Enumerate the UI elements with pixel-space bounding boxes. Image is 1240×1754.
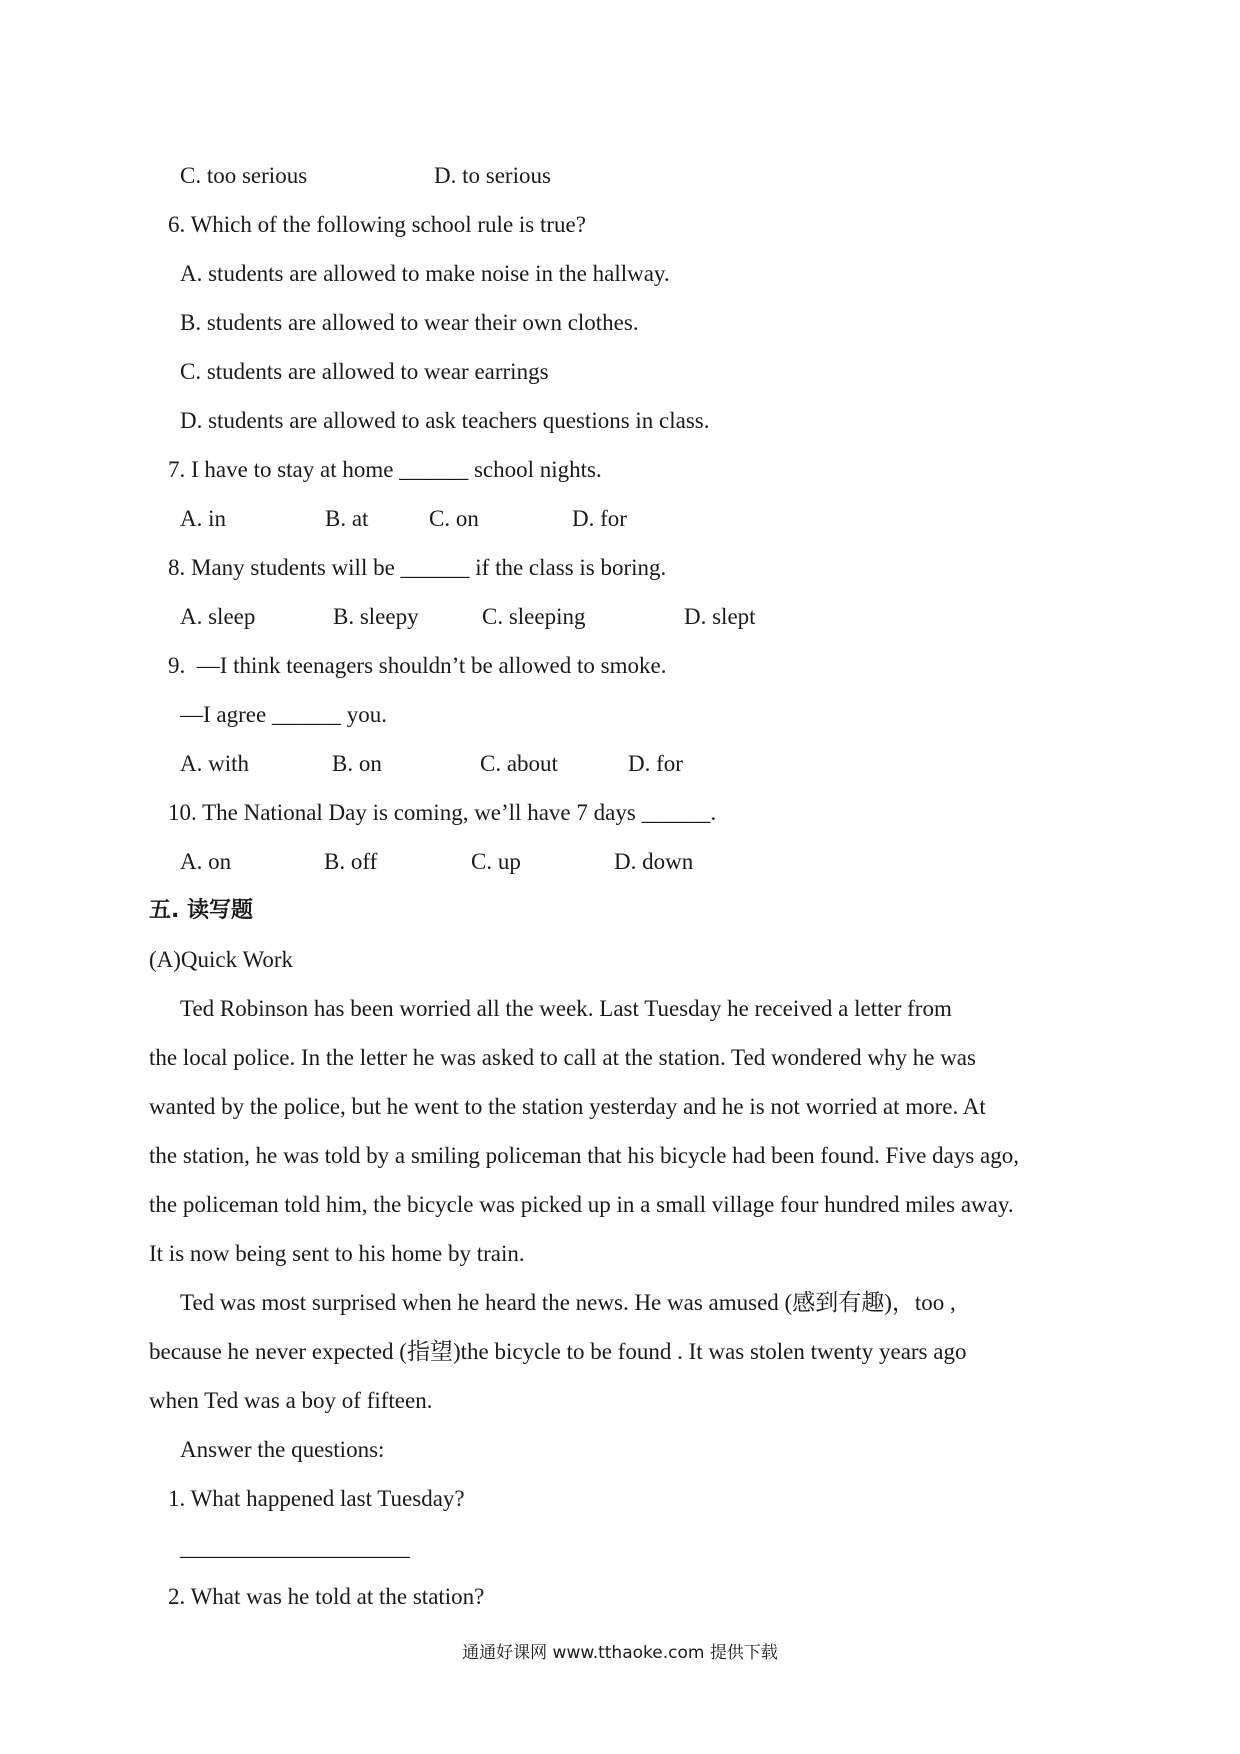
q6-option-b: B. students are allowed to wear their own clothes. bbox=[180, 310, 639, 335]
q8-option-d: D. slept bbox=[684, 604, 756, 629]
q9-option-c: C. about bbox=[480, 751, 558, 776]
q9-option-b: B. on bbox=[332, 751, 382, 776]
q8-question: 8. Many students will be ______ if the class is boring. bbox=[168, 555, 667, 580]
passage-line: Ted Robinson has been worried all the week. Last Tuesday he received a letter from bbox=[180, 996, 952, 1021]
answer-blank-1: ____________________ bbox=[180, 1535, 410, 1560]
answer-question-1: 1. What happened last Tuesday? bbox=[168, 1486, 465, 1511]
q5-option-d: D. to serious bbox=[434, 163, 551, 188]
q6-question: 6. Which of the following school rule is true? bbox=[168, 212, 586, 237]
section-subheading: (A)Quick Work bbox=[149, 947, 293, 972]
section-heading: 五. 读写题 bbox=[149, 898, 254, 923]
passage-line: It is now being sent to his home by train. bbox=[149, 1241, 525, 1266]
q9-option-d: D. for bbox=[628, 751, 683, 776]
page-footer: 通通好课网 www.tthaoke.com 提供下载 bbox=[462, 1643, 778, 1663]
q10-option-b: B. off bbox=[324, 849, 378, 874]
q7-option-c: C. on bbox=[429, 506, 479, 531]
q8-option-a: A. sleep bbox=[180, 604, 256, 629]
q8-option-b: B. sleepy bbox=[333, 604, 419, 629]
q10-question: 10. The National Day is coming, we’ll have 7 days ______. bbox=[168, 800, 717, 825]
q9-question: 9. —I think teenagers shouldn’t be allowed to smoke. bbox=[168, 653, 667, 678]
q9-option-a: A. with bbox=[180, 751, 249, 776]
passage-line: the local police. In the letter he was asked to call at the station. Ted wondered why he was bbox=[149, 1045, 976, 1070]
passage-line: Ted was most surprised when he heard the news. He was amused (感到有趣)，too , bbox=[180, 1290, 956, 1315]
q6-option-a: A. students are allowed to make noise in the hallway. bbox=[180, 261, 670, 286]
passage-line: the station, he was told by a smiling policeman that his bicycle had been found. Five days ago, bbox=[149, 1143, 1019, 1168]
passage-line: because he never expected (指望)the bicycle to be found . It was stolen twenty years ago bbox=[149, 1339, 967, 1364]
questions-intro: Answer the questions: bbox=[180, 1437, 385, 1462]
passage-line: when Ted was a boy of fifteen. bbox=[149, 1388, 433, 1413]
q6-option-c: C. students are allowed to wear earrings bbox=[180, 359, 549, 384]
q7-option-d: D. for bbox=[572, 506, 627, 531]
passage-line: the policeman told him, the bicycle was picked up in a small village four hundred miles away. bbox=[149, 1192, 1014, 1217]
passage-line: wanted by the police, but he went to the station yesterday and he is not worried at more. At bbox=[149, 1094, 986, 1119]
q7-option-a: A. in bbox=[180, 506, 226, 531]
q10-option-c: C. up bbox=[471, 849, 521, 874]
q9-reply: —I agree ______ you. bbox=[180, 702, 387, 727]
q6-option-d: D. students are allowed to ask teachers questions in class. bbox=[180, 408, 710, 433]
q10-option-a: A. on bbox=[180, 849, 232, 874]
answer-question-2: 2. What was he told at the station? bbox=[168, 1584, 485, 1609]
q7-option-b: B. at bbox=[325, 506, 369, 531]
q10-option-d: D. down bbox=[614, 849, 694, 874]
q5-option-c: C. too serious bbox=[180, 163, 308, 188]
q7-question: 7. I have to stay at home ______ school nights. bbox=[168, 457, 602, 482]
q8-option-c: C. sleeping bbox=[482, 604, 586, 629]
